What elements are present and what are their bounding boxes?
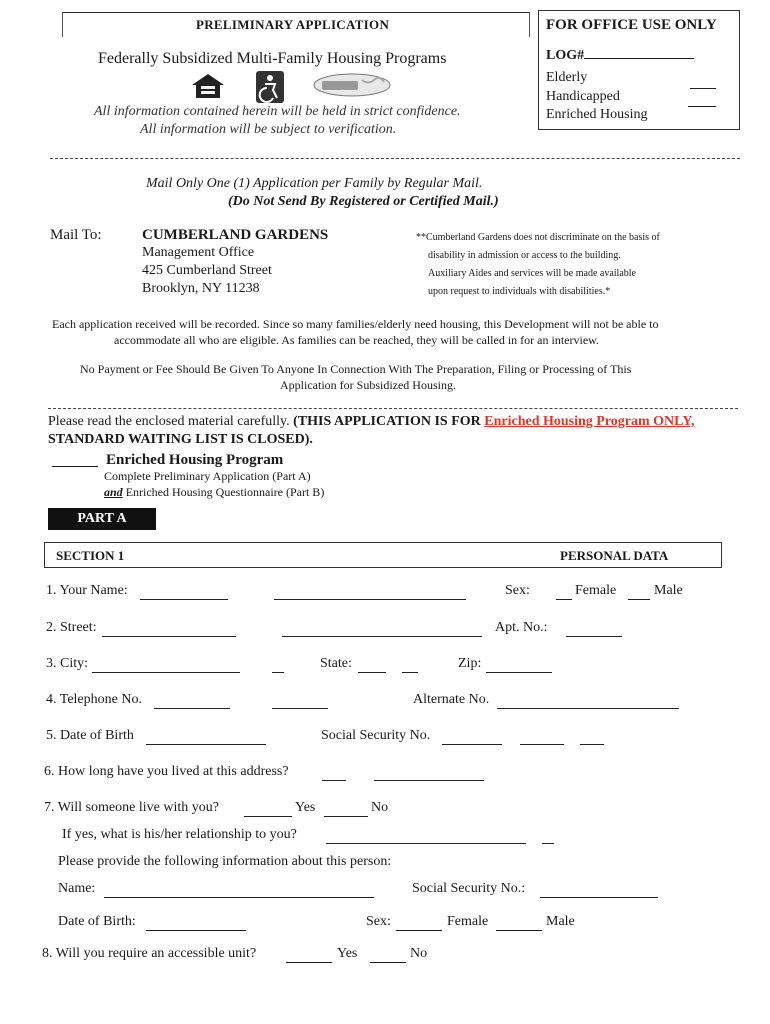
address-line-2: Management Office — [142, 245, 255, 260]
application-title: PRELIMINARY APPLICATION — [196, 17, 390, 32]
log-label — [546, 44, 694, 64]
q6-how-long: 6. How long have you lived at this address? — [44, 764, 289, 779]
person-female-field[interactable] — [396, 916, 442, 931]
person-ssn-field[interactable] — [540, 883, 658, 898]
relationship-field[interactable] — [326, 829, 526, 844]
apt-label: Apt. No.: — [495, 620, 548, 635]
header-divider — [50, 158, 740, 159]
q3-city: 3. City: — [46, 656, 89, 671]
ssn-label: Social Security No. — [321, 728, 431, 743]
address-line-4: Brooklyn, NY 11238 — [142, 281, 260, 296]
do-not-send-registered: (Do Not Send By Registered or Certified Mail.) — [228, 194, 499, 209]
office-item-enriched: Enriched Housing — [546, 107, 648, 122]
state-label: State: — [320, 656, 352, 671]
verification-statement: All information will be subject to verification. — [140, 122, 397, 137]
zip-field[interactable] — [486, 658, 552, 673]
person-male-label: Male — [546, 914, 575, 929]
payment-notice-1: No Payment or Fee Should Be Given To Anyone In Connection With The Preparation, Filing or Processing of This — [80, 362, 632, 376]
person-dob-field[interactable] — [146, 916, 246, 931]
street-field[interactable] — [102, 622, 236, 637]
address-line-1: CUMBERLAND GARDENS — [142, 227, 329, 243]
smoke-free-logo — [312, 72, 392, 98]
alternate-label: Alternate No. — [413, 692, 490, 707]
read-prefix: Please read the enclosed material carefully. — [48, 414, 290, 429]
q7-live-with-you: 7. Will someone live with you? — [44, 800, 219, 815]
ssn-field-2[interactable] — [520, 730, 564, 745]
enriched-program-checkbox-field[interactable] — [52, 452, 98, 467]
q8-yes-field[interactable] — [286, 948, 332, 963]
handicapped-checkbox-field[interactable] — [688, 92, 716, 107]
zip-label: Zip: — [458, 656, 482, 671]
date-of-birth-field[interactable] — [146, 730, 266, 745]
how-long-field-2[interactable] — [374, 766, 484, 781]
elderly-checkbox-field[interactable] — [690, 74, 716, 89]
q1-your-name: 1. Your Name: — [46, 583, 128, 598]
how-long-field[interactable] — [322, 766, 346, 781]
relationship-field-2[interactable] — [542, 829, 554, 844]
part-b-text: Enriched Housing Questionnaire (Part B) — [125, 485, 325, 499]
part-b-instruction — [104, 485, 324, 500]
q8-no-field[interactable] — [370, 948, 406, 963]
program-divider — [48, 408, 738, 409]
confidentiality-statement: All information contained herein will be held in strict confidence. — [94, 104, 461, 119]
male-label: Male — [654, 583, 683, 598]
q8-no-label: No — [410, 946, 428, 961]
notice-line-4: upon request to individuals with disabilities.* — [428, 286, 611, 297]
accessibility-icon — [255, 70, 285, 104]
provide-info-instruction: Please provide the following information about this person: — [58, 854, 392, 869]
section-1-label: SECTION 1 — [56, 548, 125, 563]
sex-label: Sex: — [505, 583, 530, 598]
q2-street: 2. Street: — [46, 620, 97, 635]
read-material-line — [48, 414, 695, 430]
ssn-field-3[interactable] — [580, 730, 604, 745]
relationship-question: If yes, what is his/her relationship to you? — [62, 827, 297, 842]
telephone-field-2[interactable] — [272, 694, 328, 709]
recorded-notice-1: Each application received will be recorded. Since so many families/elderly need housing, this Development will not be able to — [52, 317, 659, 331]
equal-housing-opportunity-icon — [190, 72, 226, 102]
female-field[interactable] — [556, 585, 572, 600]
recorded-notice-2: accommodate all who are eligible. As families can be reached, they will be called in for an interview. — [114, 333, 600, 347]
notice-line-1: **Cumberland Gardens does not discriminate on the basis of — [416, 232, 660, 243]
program-subtitle: Federally Subsidized Multi-Family Housing Programs — [98, 50, 447, 67]
log-number-field[interactable] — [584, 44, 694, 59]
person-sex-label: Sex: — [366, 914, 391, 929]
q8-accessible-unit: 8. Will you require an accessible unit? — [42, 946, 257, 961]
notice-line-3: Auxiliary Aides and services will be made available — [428, 268, 636, 279]
first-name-field[interactable] — [140, 585, 228, 600]
person-male-field[interactable] — [496, 916, 542, 931]
person-name-label: Name: — [58, 881, 96, 896]
notice-line-2: disability in admission or access to the building. — [428, 250, 621, 261]
person-female-label: Female — [447, 914, 489, 929]
enriched-program-title: Enriched Housing Program — [106, 452, 284, 468]
person-dob-label: Date of Birth: — [58, 914, 136, 929]
city-field[interactable] — [92, 658, 240, 673]
part-a-instruction: Complete Preliminary Application (Part A) — [104, 469, 311, 483]
mail-to-label: Mail To: — [50, 227, 102, 243]
address-line-3: 425 Cumberland Street — [142, 263, 272, 278]
q7-yes-field[interactable] — [244, 802, 292, 817]
ssn-field-1[interactable] — [442, 730, 502, 745]
male-field[interactable] — [628, 585, 650, 600]
street-field-2[interactable] — [282, 622, 482, 637]
mail-one-application: Mail Only One (1) Application per Family by Regular Mail. — [146, 176, 483, 191]
office-item-handicapped: Handicapped — [546, 89, 620, 104]
state-field-2[interactable] — [402, 658, 418, 673]
and-text: and — [104, 485, 123, 499]
q8-yes-label: Yes — [337, 946, 358, 961]
female-label: Female — [575, 583, 617, 598]
person-ssn-label: Social Security No.: — [412, 881, 526, 896]
q7-yes-label: Yes — [295, 800, 316, 815]
office-item-elderly: Elderly — [546, 70, 588, 85]
person-name-field[interactable] — [104, 883, 374, 898]
part-a-banner: PART A — [48, 508, 156, 530]
state-field[interactable] — [358, 658, 386, 673]
waiting-list-closed: STANDARD WAITING LIST IS CLOSED). — [48, 432, 313, 447]
read-bold: (THIS APPLICATION IS FOR — [293, 414, 481, 429]
last-name-field[interactable] — [274, 585, 466, 600]
apt-field[interactable] — [566, 622, 622, 637]
log-label-text: LOG# — [546, 48, 585, 63]
q4-telephone: 4. Telephone No. — [46, 692, 142, 707]
city-field-2[interactable] — [272, 658, 284, 673]
enriched-program-only: Enriched Housing Program ONLY, — [484, 414, 695, 429]
personal-data-title: PERSONAL DATA — [560, 548, 669, 563]
payment-notice-2: Application for Subsidized Housing. — [280, 378, 456, 392]
alternate-phone-field[interactable] — [497, 694, 679, 709]
office-use-title: FOR OFFICE USE ONLY — [546, 17, 717, 33]
q5-date-of-birth: 5. Date of Birth — [46, 728, 134, 743]
q7-no-field[interactable] — [324, 802, 368, 817]
telephone-field[interactable] — [154, 694, 230, 709]
q7-no-label: No — [371, 800, 389, 815]
